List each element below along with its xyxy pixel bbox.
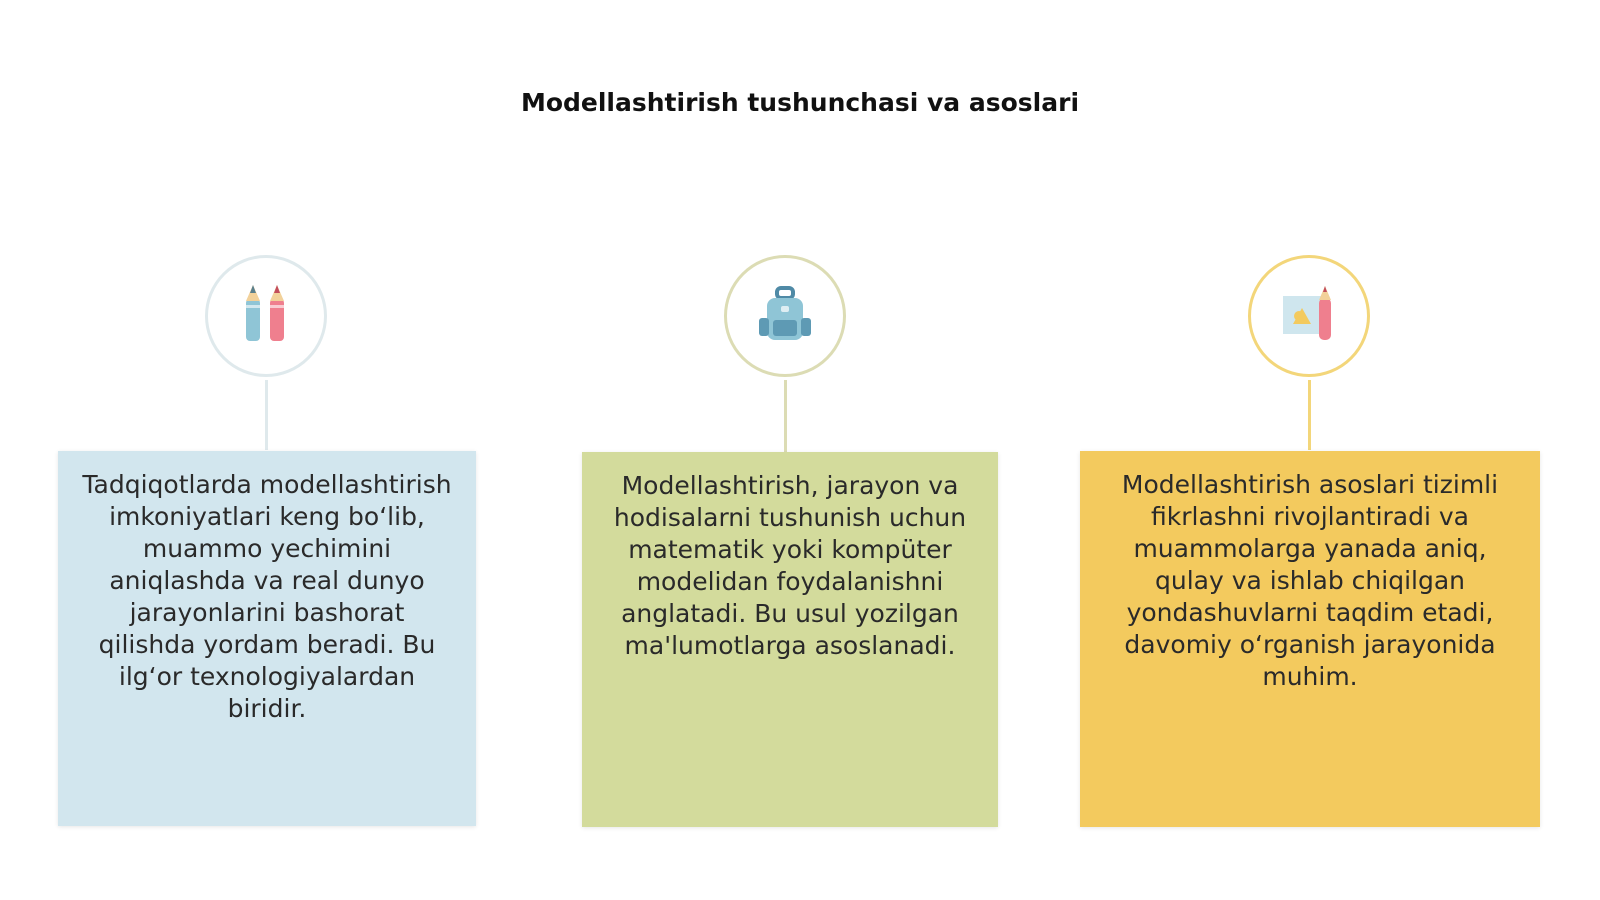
backpack-icon bbox=[755, 284, 815, 348]
card-text-3: Modellashtirish asoslari tizimli fikrlashni rivojlantiradi va muammolarga yanada aniq, qulay va ishlab chiqilgan yondashuvlarni taqdim etadi, davomiy o‘rganish jarayonida muhim. bbox=[1121, 470, 1499, 691]
info-card-3 bbox=[1080, 451, 1540, 827]
info-card-1 bbox=[58, 451, 476, 826]
icon-circle-2 bbox=[724, 255, 846, 377]
page-title: Modellashtirish tushunchasi va asoslari bbox=[520, 88, 1080, 117]
connector-line-3 bbox=[1308, 380, 1311, 450]
colored-pencils-icon bbox=[238, 283, 294, 349]
icon-circle-1 bbox=[205, 255, 327, 377]
card-text-2: Modellashtirish, jarayon va hodisalarni tushunish uchun matematik yoki kompüter modelidan foydalanishni anglatadi. Bu usul yozilgan ma'lumotlarga asoslanadi. bbox=[613, 471, 967, 660]
icon-circle-3 bbox=[1248, 255, 1370, 377]
drawing-board-icon bbox=[1279, 284, 1339, 348]
connector-line-2 bbox=[784, 380, 787, 452]
card-text-1: Tadqiqotlarda modellashtirish imkoniyatlari keng bo‘lib, muammo yechimini aniqlashda va real dunyo jarayonlarini bashorat qilishda yordam beradi. Bu ilg‘or texnologiyalardan biridir. bbox=[82, 470, 452, 723]
info-card-2 bbox=[582, 452, 998, 827]
connector-line-1 bbox=[265, 380, 268, 450]
